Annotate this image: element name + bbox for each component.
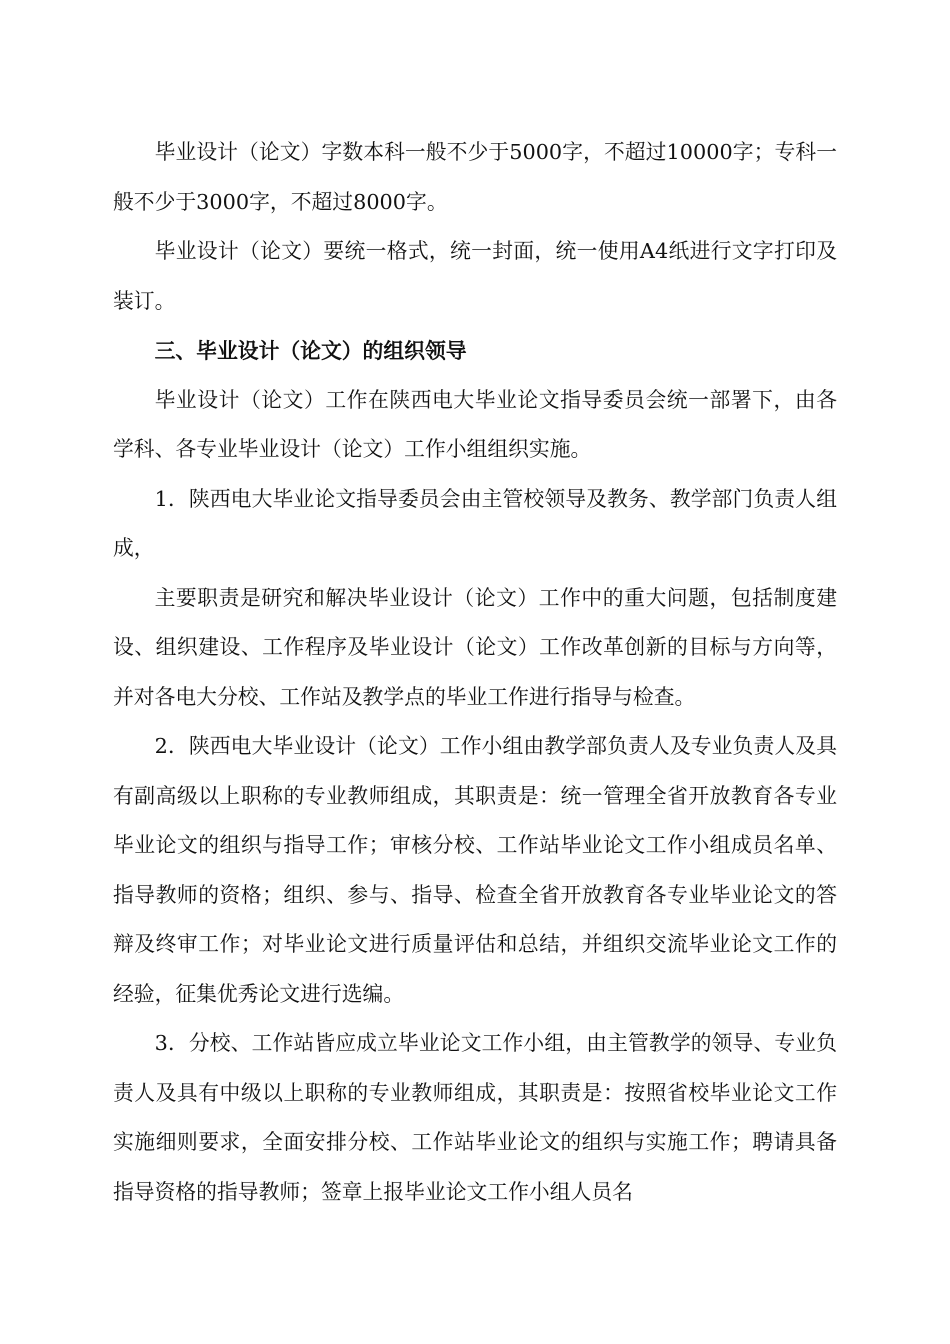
paragraph-item-3: 3．分校、工作站皆应成立毕业论文工作小组，由主管教学的领导、专业负责人及具有中级以上职称的专业教师组成，其职责是：按照省校毕业论文工作实施细则要求，全面安排分校、工作站毕业论文的组织与实施工作；聘请具备指导资格的指导教师；签章上报毕业论文工作小组人员名 bbox=[113, 1031, 837, 1204]
paragraph-organization-intro: 毕业设计（论文）工作在陕西电大毕业论文指导委员会统一部署下，由各学科、各专业毕业设计（论文）工作小组组织实施。 bbox=[113, 387, 837, 461]
paragraph-word-count: 毕业设计（论文）字数本科一般不少于5000字，不超过10000字；专科一般不少于3000字，不超过8000字。 bbox=[113, 140, 837, 214]
paragraph-format: 毕业设计（论文）要统一格式，统一封面，统一使用A4纸进行文字打印及装订。 bbox=[113, 239, 837, 313]
paragraph-item-1: 1．陕西电大毕业论文指导委员会由主管校领导及教务、教学部门负责人组成， bbox=[113, 486, 837, 560]
section-heading-organization: 三、毕业设计（论文）的组织领导 bbox=[154, 338, 467, 363]
paragraph-item-2: 2．陕西电大毕业设计（论文）工作小组由教学部负责人及专业负责人及具有副高级以上职称的专业教师组成，其职责是：统一管理全省开放教育各专业毕业论文的组织与指导工作；审核分校、工作站毕业论文工作小组成员名单、指导教师的资格；组织、参与、指导、检查全省开放教育各专业毕业论文的答辩及终审工作；对毕业论文进行质量评估和总结，并组织交流毕业论文工作的经验，征集优秀论文进行选编。 bbox=[113, 734, 837, 1006]
paragraph-item-1-duties: 主要职责是研究和解决毕业设计（论文）工作中的重大问题，包括制度建设、组织建设、工作程序及毕业设计（论文）工作改革创新的目标与方向等，并对各电大分校、工作站及教学点的毕业工作进行指导与检查。 bbox=[113, 585, 837, 709]
document-body bbox=[113, 128, 837, 1217]
